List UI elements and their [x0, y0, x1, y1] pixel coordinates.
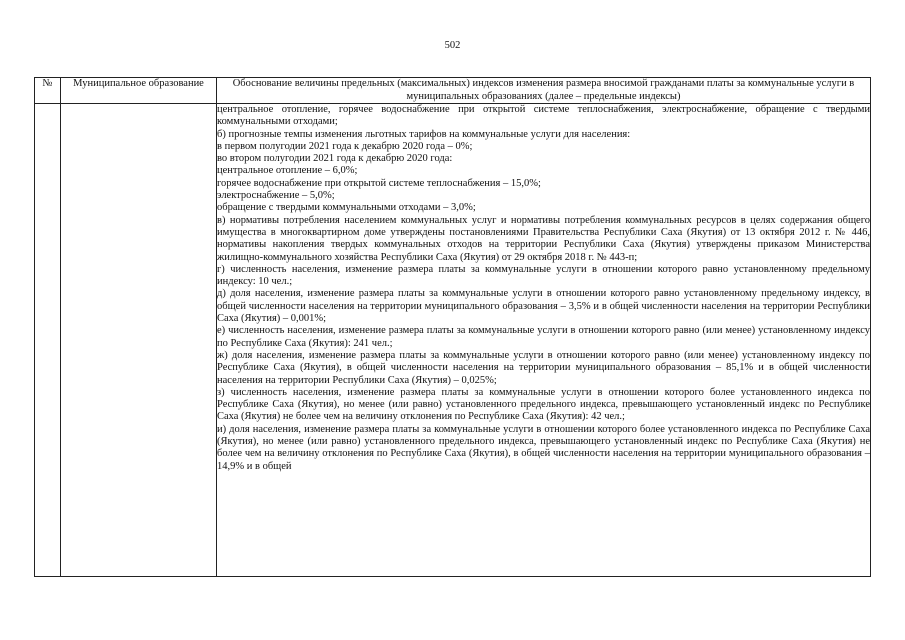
paragraph: обращение с твердыми коммунальными отходами – 3,0%; [217, 202, 476, 214]
header-municipality: Муниципальное образование [61, 78, 217, 104]
paragraph: г) численность населения, изменение размера платы за коммунальные услуги в отношении которого равно установленному предельному индексу: 10 чел.; [217, 263, 870, 288]
table-row [35, 104, 871, 577]
page-number: 502 [444, 40, 461, 51]
cell-municipality [61, 104, 217, 577]
paragraph: б) прогнозные темпы изменения льготных тарифов на коммунальные услуги для населения: [217, 128, 631, 140]
paragraph: в первом полугодии 2021 года к декабрю 2020 года – 0%; [217, 140, 473, 152]
header-justification: Обоснование величины предельных (максимальных) индексов изменения размера вносимой гражданами платы за коммунальные услуги в муниципальных образованиях (далее – предельные индексы) [217, 78, 871, 104]
paragraph: е) численность населения, изменение размера платы за коммунальные услуги в отношении которого равно (или менее) установленному индексу по Республике Саха (Якутия): 241 чел.; [217, 325, 870, 349]
paragraph: д) доля населения, изменение размера платы за коммунальные услуги в отношении которого равно установленному предельному индексу, в общей численности населения на территории муниципального образования – 3,5% и в общей численности населения на территории Республики Саха (Якутия) – 0,001%; [217, 288, 870, 325]
header-number: № [35, 78, 61, 104]
paragraph: во втором полугодии 2021 года к декабрю 2020 года: [217, 153, 453, 165]
paragraph: в) нормативы потребления населением коммунальных услуг и нормативы потребления коммунальных ресурсов в целях содержания общего имущества в многоквартирном доме утверждены постановлениями Правительства Республики Саха (Якутия) от 13 октября 2012 г. № 446, нормативы накопления твердых коммунальных отходов на территории Республики Саха (Якутия) утверждены приказом Министерства жилищно-коммунального хозяйства Республики Саха (Якутия) от 29 октября 2018 г. № 443-п; [217, 214, 870, 263]
paragraph: горячее водоснабжение при открытой системе теплоснабжения – 15,0%; [217, 177, 541, 189]
cell-number [35, 104, 61, 577]
tariff-justification-table [34, 77, 871, 577]
paragraph: ж) доля населения, изменение размера платы за коммунальные услуги в отношении которого равно (или менее) установленному индексу по Республике Саха (Якутия), в общей численности населения на территории муниципального образования – 85,1% и в общей численности населения на территории Республики Саха (Якутия) – 0,025%; [217, 349, 870, 386]
paragraph: з) численность населения, изменение размера платы за коммунальные услуги в отношении которого более установленного индекса по Республике Саха (Якутия), но менее (или равно) установленного предельного индекса, превышающего установленный индекс по Республике Саха (Якутия) не более чем на величину отклонения по Республике Саха (Якутия): 42 чел.; [217, 386, 870, 423]
paragraph: центральное отопление – 6,0%; [217, 165, 358, 177]
cell-justification [217, 104, 871, 577]
paragraph: электроснабжение – 5,0%; [217, 190, 335, 202]
paragraph: и) доля населения, изменение размера платы за коммунальные услуги в отношении которого более установленного индекса по Республике Саха (Якутия), но менее (или равно) установленного предельного индекса, превышающего установленный индекс по Республике Саха (Якутия) не более чем на величину отклонения по Республике Саха (Якутия), в общей численности населения на территории муниципального образования – 14,9% и в общей [217, 423, 870, 472]
table-header-row [35, 78, 871, 104]
paragraph: центральное отопление, горячее водоснабжение при открытой системе теплоснабжения, электроснабжение, обращение с твердыми коммунальными отходами; [217, 104, 870, 128]
